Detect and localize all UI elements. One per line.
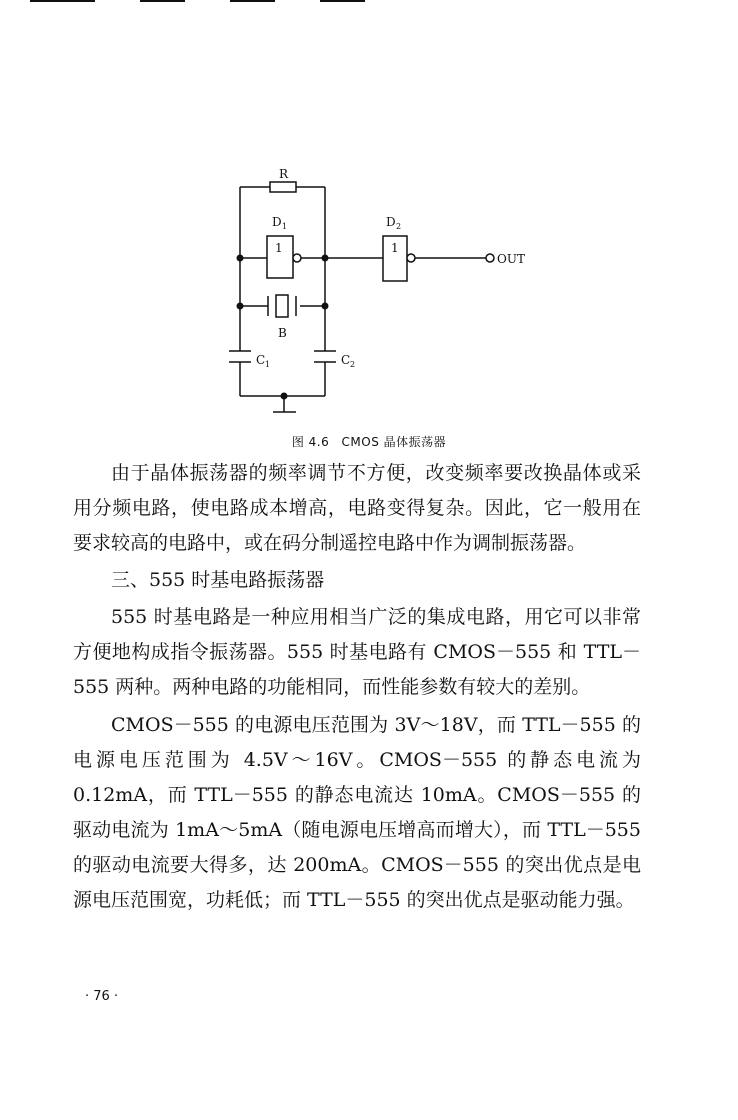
junction-dot [237,303,244,310]
label-r: R [279,167,289,181]
junction-dot [322,255,329,262]
crystal-b [268,295,296,317]
resistor-r [270,182,296,192]
label-d1-sub: 1 [282,222,288,231]
label-c1-sub: 1 [265,360,271,369]
body-text [73,456,641,918]
output-terminal [486,254,494,262]
label-d2-sub: 2 [396,222,402,231]
circuit-diagram [0,0,738,440]
label-c2: C [341,353,351,367]
junction-dot [237,255,244,262]
label-c1: C [256,353,266,367]
junction-dot [281,393,288,400]
page-number: · 76 · [85,989,119,1004]
section-heading-555: 三、555 时基电路振荡器 [111,569,325,591]
figure-number: 图 4.6 [291,435,330,449]
gate-d1-symbol: 1 [275,241,283,255]
junction-dot [322,303,329,310]
label-d2: D [386,215,396,229]
paragraph-555-specs: CMOS－555 的电源电压范围为 3V～18V，而 TTL－555 的电源电压范围为 4.5V～16V。CMOS－555 的静态电流为 0.12mA，而 TTL－555 的静态电流达 10mA。CMOS－555 的驱动电流为 1mA～5mA（随电源电压增高而增大），而 TTL－555 的驱动电流要大得多，达 200mA。CMOS－555 的突出优点是电源电压范围宽，功耗低；而 TTL－555 的突出优点是驱动能力强。 [73,714,641,911]
gate-d1-bubble [293,254,301,262]
figure-title: CMOS 晶体振荡器 [341,435,447,449]
label-out: OUT [497,252,525,266]
paragraph-555-intro: 555 时基电路是一种应用相当广泛的集成电路，用它可以非常方便地构成指令振荡器。555 时基电路有 CMOS－555 和 TTL－555 两种。两种电路的功能相同，而性能参数有较大的差别。 [73,606,641,698]
label-b: B [278,326,287,340]
gate-d2-symbol: 1 [391,241,399,255]
label-d1: D [272,215,282,229]
gate-d2-bubble [407,254,415,262]
figure-caption [0,433,738,450]
paragraph-crystal-summary: 由于晶体振荡器的频率调节不方便，改变频率要改换晶体或采用分频电路，使电路成本增高，电路变得复杂。因此，它一般用在要求较高的电路中，或在码分制遥控电路中作为调制振荡器。 [73,462,641,554]
label-c2-sub: 2 [350,360,356,369]
